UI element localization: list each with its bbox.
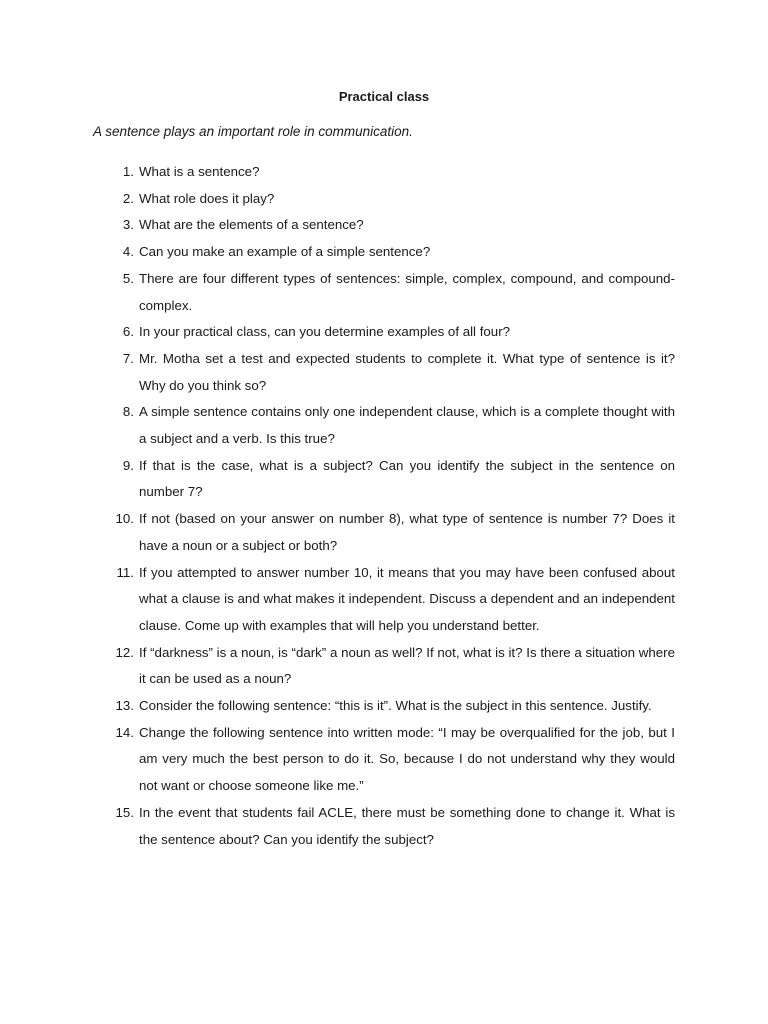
list-item <box>90 453 675 506</box>
list-item <box>90 346 675 399</box>
item-number: 10. <box>115 511 134 527</box>
item-number: 15. <box>115 804 134 820</box>
item-text: A simple sentence contains only one independent clause, which is a complete thought with a subject and a verb. Is this true? <box>139 404 675 447</box>
item-number: 8. <box>122 404 134 420</box>
item-number: 1. <box>122 164 134 179</box>
item-text: Mr. Motha set a test and expected students to complete it. What type of sentence is it? Why do you think so? <box>139 350 675 393</box>
item-number: 14. <box>115 724 134 740</box>
item-text: What is a sentence? <box>139 164 260 179</box>
list-item <box>90 319 675 346</box>
item-number: 3. <box>122 217 134 233</box>
item-text: What role does it play? <box>139 190 275 206</box>
item-number: 4. <box>122 244 134 260</box>
item-text: If you attempted to answer number 10, it means that you may have been confused about what a clause is and what makes it independent. Discuss a dependent and an independent clause. Come up with examples that will help you understand better. <box>139 564 675 633</box>
list-item <box>90 693 675 720</box>
item-text: What are the elements of a sentence? <box>139 217 364 233</box>
list-item <box>90 560 675 640</box>
page-title: Practical class <box>338 89 430 104</box>
item-text: There are four different types of sentences: simple, complex, compound, and compound-complex. <box>139 270 675 313</box>
list-item <box>90 159 675 186</box>
item-text: In the event that students fail ACLE, there must be something done to change it. What is the sentence about? Can you identify the subject? <box>139 804 675 847</box>
item-number: 9. <box>122 457 134 473</box>
list-item <box>90 506 675 559</box>
item-number: 7. <box>122 350 134 366</box>
item-number: 2. <box>122 190 134 206</box>
list-item <box>90 212 675 239</box>
list-item <box>90 800 675 853</box>
list-item <box>90 640 675 693</box>
list-item <box>90 239 675 266</box>
item-number: 5. <box>122 270 134 286</box>
list-item <box>90 266 675 319</box>
intro-sentence: A sentence plays an important role in communication. <box>93 124 413 139</box>
list-item <box>90 720 675 800</box>
list-item <box>90 399 675 452</box>
item-text: If “darkness” is a noun, is “dark” a noun as well? If not, what is it? Is there a situation where it can be used as a noun? <box>139 644 675 687</box>
question-list <box>90 159 675 853</box>
item-text: Consider the following sentence: “this is it”. What is the subject in this sentence. Justify. <box>139 698 652 714</box>
item-text: Can you make an example of a simple sentence? <box>139 244 431 260</box>
item-number: 13. <box>115 698 134 714</box>
list-item <box>90 186 675 213</box>
item-number: 12. <box>115 644 134 660</box>
item-text: Change the following sentence into written mode: “I may be overqualified for the job, but I am very much the best person to do it. So, because I do not understand why they would not want or choose someone like me.” <box>139 724 675 794</box>
item-text: In your practical class, can you determine examples of all four? <box>139 324 511 340</box>
item-text: If not (based on your answer on number 8), what type of sentence is number 7? Does it have a noun or a subject or both? <box>139 511 675 553</box>
item-text: If that is the case, what is a subject? Can you identify the subject in the sentence on number 7? <box>139 457 675 500</box>
item-number: 11. <box>116 564 134 580</box>
item-number: 6. <box>122 324 134 340</box>
